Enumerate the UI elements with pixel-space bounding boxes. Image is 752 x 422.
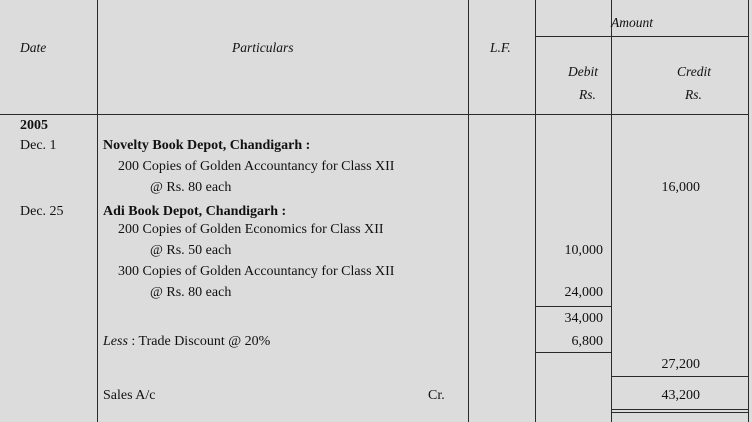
header-lf: L.F. — [490, 40, 511, 55]
column-divider-debit — [611, 0, 612, 422]
debit-adi-economics: 10,000 — [564, 243, 603, 258]
credit-sales-total: 43,200 — [661, 388, 700, 403]
header-date: Date — [20, 40, 47, 55]
column-divider-lf — [535, 0, 536, 422]
entry-name-adi: Adi Book Depot, Chandigarh : — [103, 204, 287, 219]
header-debit-unit: Rs. — [579, 87, 596, 102]
less-text: : Trade Discount @ 20% — [127, 334, 271, 349]
debit-subtotal: 34,000 — [564, 311, 603, 326]
sales-double-rule-1 — [611, 409, 748, 410]
sales-double-rule-2 — [611, 412, 748, 413]
column-divider-right — [748, 0, 749, 422]
entry-date-adi: Dec. 25 — [20, 204, 64, 219]
amount-header-rule — [535, 36, 748, 37]
entry-name-novelty: Novelty Book Depot, Chandigarh : — [103, 138, 311, 153]
entry-line-adi-4: @ Rs. 80 each — [150, 285, 232, 300]
sales-account-label: Sales A/c — [103, 388, 156, 403]
entry-date-novelty: Dec. 1 — [20, 138, 57, 153]
column-divider-particulars — [468, 0, 469, 422]
credit-total-rule — [611, 376, 748, 377]
header-amount: Amount — [611, 15, 653, 30]
entry-line-adi-2: @ Rs. 50 each — [150, 243, 232, 258]
less-discount-line — [103, 334, 270, 350]
column-divider-date — [97, 0, 98, 422]
entry-line-adi-1: 200 Copies of Golden Economics for Class XII — [118, 222, 384, 237]
sales-cr-label: Cr. — [428, 388, 445, 403]
debit-adi-accountancy: 24,000 — [564, 285, 603, 300]
entry-line-novelty-2: @ Rs. 80 each — [150, 180, 232, 195]
header-bottom-rule — [0, 114, 749, 115]
header-credit: Credit — [677, 64, 712, 79]
debit-discount: 6,800 — [571, 334, 603, 349]
credit-net-adi: 27,200 — [661, 357, 700, 372]
header-debit: Debit — [568, 64, 598, 79]
entry-line-novelty-1: 200 Copies of Golden Accountancy for Class XII — [118, 159, 395, 174]
header-credit-unit: Rs. — [685, 87, 702, 102]
entry-year: 2005 — [20, 118, 48, 133]
subtotal-rule — [535, 306, 611, 307]
entry-line-adi-3: 300 Copies of Golden Accountancy for Class XII — [118, 264, 395, 279]
header-particulars: Particulars — [232, 40, 294, 55]
discount-rule — [535, 352, 611, 353]
less-label: Less — [103, 334, 128, 349]
credit-novelty: 16,000 — [661, 180, 700, 195]
